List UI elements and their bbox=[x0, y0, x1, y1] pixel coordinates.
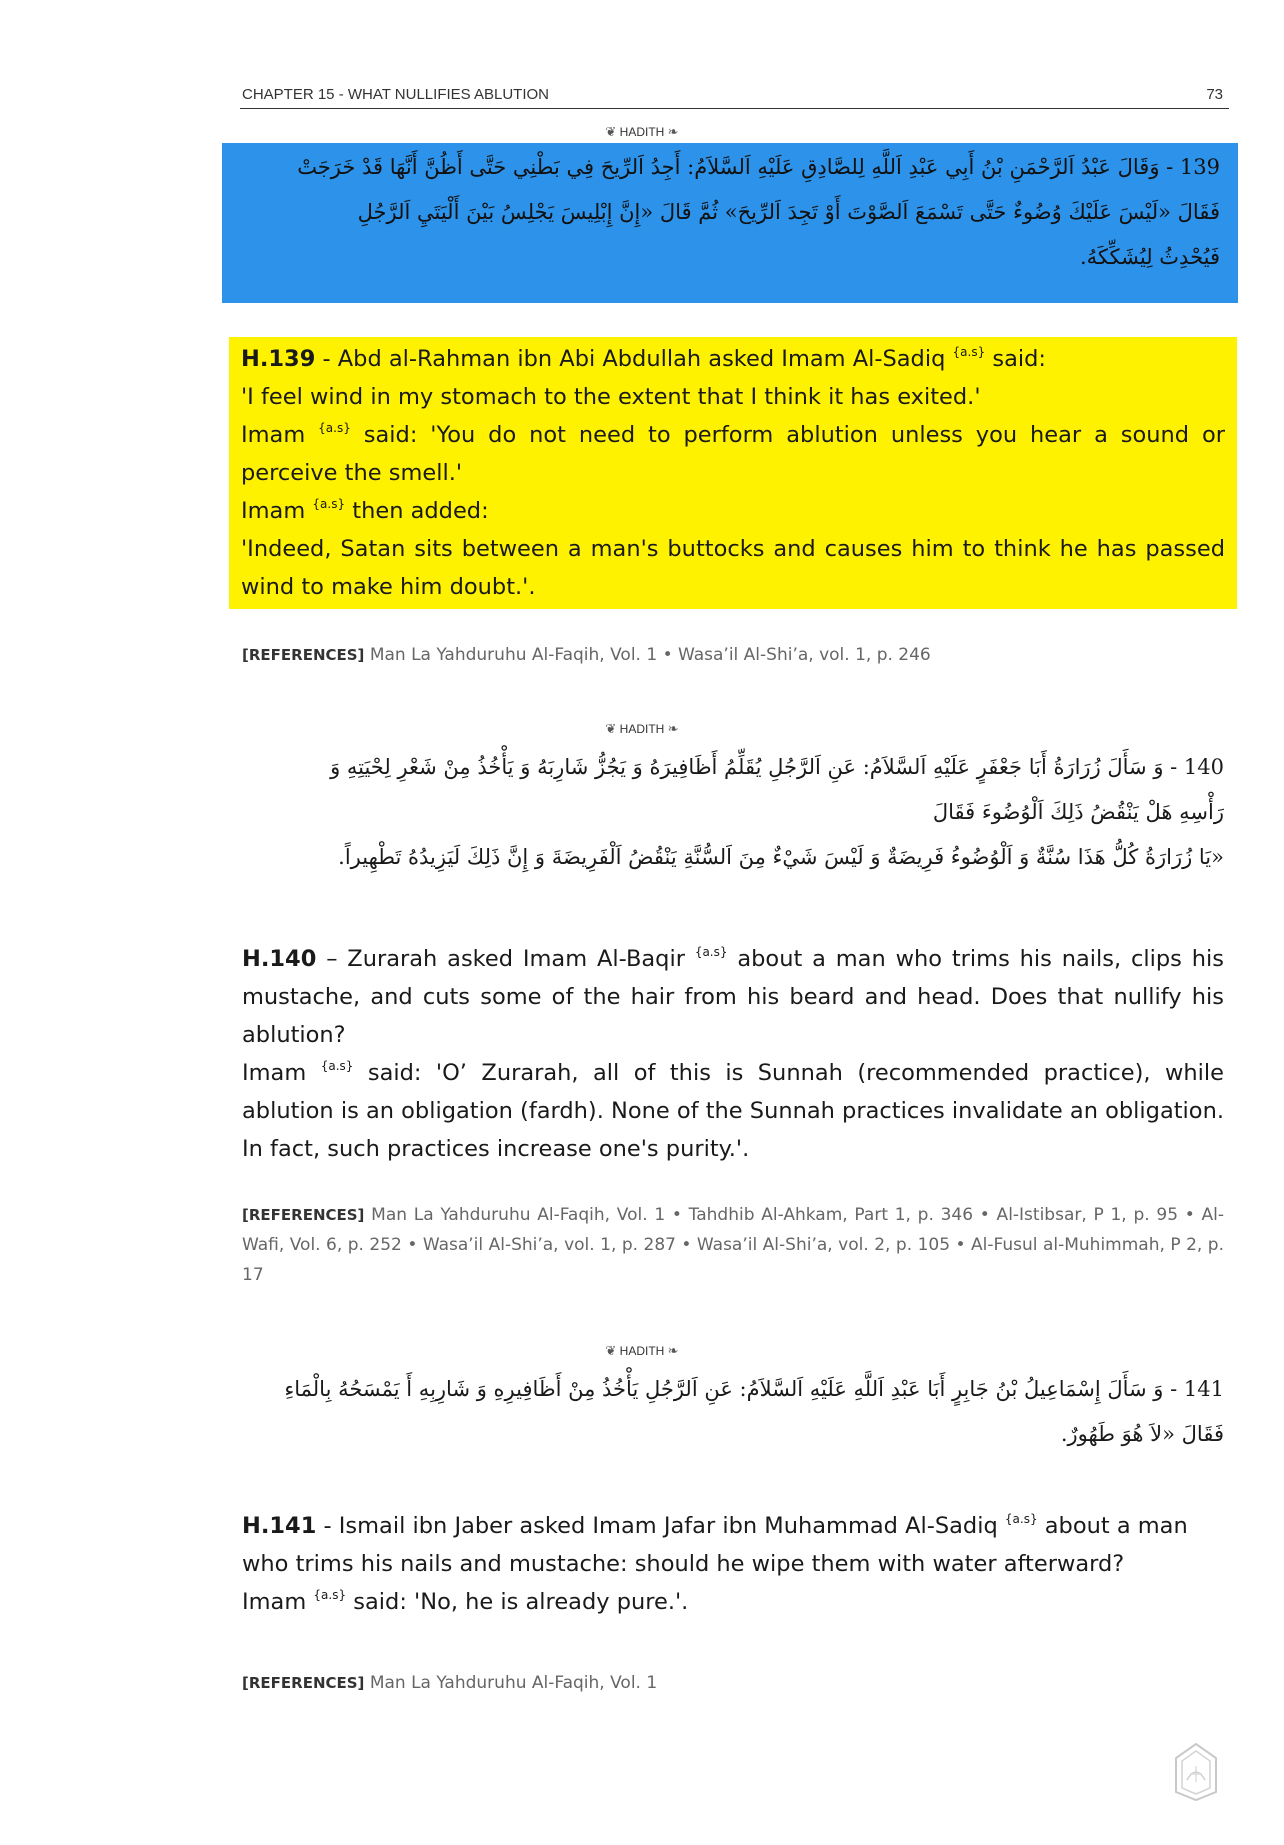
hadith-arabic-box bbox=[222, 143, 1238, 303]
publisher-seal-icon bbox=[1172, 1742, 1220, 1802]
ornament-icon: ❦ bbox=[605, 1343, 617, 1358]
honorific: {a.s} bbox=[320, 1059, 354, 1073]
hadith-label: ❦ HADITH ❧ bbox=[605, 124, 679, 139]
page-header bbox=[240, 86, 1229, 109]
ornament-icon: ❦ bbox=[605, 124, 617, 139]
hadith-label: ❦ HADITH ❧ bbox=[605, 721, 679, 736]
hadith-id: H.139 bbox=[241, 346, 316, 372]
references: [REFERENCES] Man La Yahduruhu Al-Faqih, Vol. 1 • Tahdhib Al-Ahkam, Part 1, p. 346 • Al-Istibsar, P 1, p. 95 • Al-Wafi, Vol. 6, p. 252 • Wasa’il Al-Shi’a, vol. 1, p. 287 • Wasa’il Al-Shi’a, vol. 2, p. 105 • Al-Fusul al-Muhimmah, P 2, p. 17 bbox=[242, 1205, 1224, 1285]
hadith-label: ❦ HADITH ❧ bbox=[605, 1343, 679, 1358]
references: [REFERENCES] Man La Yahduruhu Al-Faqih, Vol. 1 bbox=[242, 1673, 658, 1693]
ornament-icon: ❦ bbox=[605, 721, 617, 736]
hadith-id: H.140 bbox=[242, 946, 317, 972]
honorific: {a.s} bbox=[318, 421, 351, 435]
hadith-arabic-text: 139 - وَقَالَ عَبْدُ اَلرَّحْمَنِ بْنُ أَبِي عَبْدِ اَللَّهِ لِلصَّادِقِ عَلَيْهِ اَلسَّلاَمُ: أَجِدُ اَلرِّيحَ فِي بَطْنِي حَتَّى أَظُنَّ أَنَّهَا قَدْ خَرَجَتْ فَقَالَ «لَيْسَ عَلَيْكَ وُضُوءٌ حَتَّى تَسْمَعَ اَلصَّوْتَ أَوْ تَجِدَ اَلرِّيحَ» ثُمَّ قَالَ «إِنَّ إِبْلِيسَ يَجْلِسُ بَيْنَ أَلْيَتَيِ اَلرَّجُلِ فَيُحْدِثُ لِيُشَكِّكَهُ. bbox=[297, 155, 1220, 269]
hadith-translation-box bbox=[229, 337, 1237, 609]
ornament-icon: ❧ bbox=[667, 721, 679, 736]
hadith-arabic-text: 141 - وَ سَأَلَ إِسْمَاعِيلُ بْنُ جَابِرٍ أَبَا عَبْدِ اَللَّهِ عَلَيْهِ اَلسَّلاَمُ: عَنِ اَلرَّجُلِ يَأْخُذُ مِنْ أَظَافِيرِهِ وَ شَارِبِهِ أَ يَمْسَحُهُ بِالْمَاءِ فَقَالَ «لاَ هُوَ طَهُورٌ. bbox=[284, 1377, 1224, 1446]
hadith-id: H.141 bbox=[242, 1513, 317, 1539]
page-number: 73 bbox=[1206, 86, 1223, 103]
chapter-title: CHAPTER 15 - WHAT NULLIFIES ABLUTION bbox=[242, 86, 550, 103]
honorific: {a.s} bbox=[312, 497, 346, 511]
honorific: {a.s} bbox=[313, 1588, 347, 1602]
hadith-translation: H.139 - Abd al-Rahman ibn Abi Abdullah asked Imam Al-Sadiq $^{\{a.s\}}$ said: 'I feel wind in my stomach to the extent that I think it has exited.' Imam $^{\{a.s\}}$ said: 'You do not need to perform ablution unless you hear a sound or perceive the smell.' Imam $^{\{a.s\}}$ then added: 'Indeed, Satan sits between a man's buttocks and causes him to think he has passed wind to make him doubt.'. bbox=[241, 345, 1225, 600]
ornament-icon: ❧ bbox=[667, 124, 679, 139]
hadith-arabic-text: 140 - وَ سَأَلَ زُرَارَةُ أَبَا جَعْفَرٍ عَلَيْهِ اَلسَّلاَمُ: عَنِ اَلرَّجُلِ يُقَلِّمُ أَظَافِيرَهُ وَ يَجُزُّ شَارِبَهُ وَ يَأْخُذُ مِنْ شَعْرِ لِحْيَتِهِ وَ رَأْسِهِ هَلْ يَنْقُضُ ذَلِكَ اَلْوُضُوءَ فَقَالَ «يَا زُرَارَةُ كُلُّ هَذَا سُنَّةٌ وَ اَلْوُضُوءُ فَرِيضَةٌ وَ لَيْسَ شَيْءٌ مِنَ اَلسُّنَّةِ يَنْقُضُ اَلْفَرِيضَةَ وَ إِنَّ ذَلِكَ لَيَزِيدُهُ تَطْهِيراً. bbox=[330, 755, 1224, 869]
honorific: {a.s} bbox=[952, 345, 986, 359]
references: [REFERENCES] Man La Yahduruhu Al-Faqih, Vol. 1 • Wasa’il Al-Shi’a, vol. 1, p. 246 bbox=[242, 645, 931, 665]
ornament-icon: ❧ bbox=[667, 1343, 679, 1358]
honorific: {a.s} bbox=[1004, 1512, 1038, 1526]
hadith-translation: H.140 – Zurarah asked Imam Al-Baqir $^{\{a.s\}}$ about a man who trims his nails, clips his mustache, and cuts some of the hair from his beard and head. Does that nullify his ablution? Imam $^{\{a.s\}}$ said: 'O’ Zurarah, all of this is Sunnah (recommended practice), while ablution is an obligation (fardh). None of the Sunnah practices invalidate an obligation. In fact, such practices increase one's purity.'. bbox=[242, 945, 1224, 1162]
hadith-translation: H.141 - Ismail ibn Jaber asked Imam Jafar ibn Muhammad Al-Sadiq $^{\{a.s\}}$ about a man who trims his nails and mustache: should he wipe them with water afterward? Imam $^{\{a.s\}}$ said: 'No, he is already pure.'. bbox=[242, 1512, 1188, 1615]
honorific: {a.s} bbox=[694, 945, 728, 959]
